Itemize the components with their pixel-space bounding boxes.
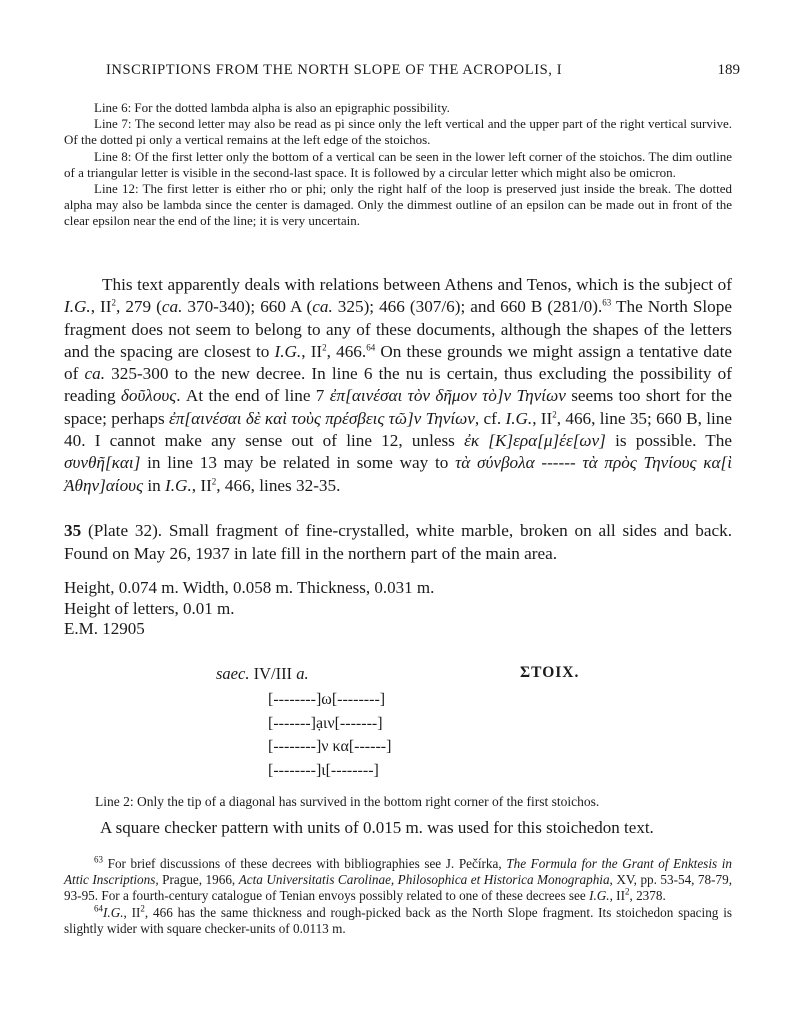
ref-ig: I.G. [103, 904, 124, 920]
commentary-paragraph [64, 274, 732, 497]
text-run: in [143, 475, 166, 495]
inscription-text [268, 688, 391, 782]
sup-2: 2 [211, 475, 217, 486]
text-run: For brief discussions of these decrees with bibliographies see J. Pečírka, [103, 856, 507, 871]
text-run: , II [123, 904, 141, 920]
greek-text: ἐπ[αινέσαι τὸν δῆμον τὸ]ν Τηνίων [329, 386, 566, 406]
letter-height: Height of letters, 0.01 m. [64, 598, 235, 618]
page-number: 189 [717, 62, 740, 78]
series-title: Acta Universitatis Carolinae, Philosophica et Historica Monographia, [238, 872, 613, 888]
note-line-6: Line 6: For the dotted lambda alpha is also an epigraphic possibility. [94, 100, 450, 115]
book-title: The Formula for the Grant of Enktesis in Attic Inscriptions, [64, 856, 732, 888]
text-run: This text apparently deals with relations between Athens and Tenos, which is the subject of [102, 275, 732, 294]
sup-2: 2 [624, 887, 630, 898]
footnote-63 [64, 856, 732, 905]
running-title: INSCRIPTIONS FROM THE NORTH SLOPE OF THE ACROPOLIS, I [106, 62, 563, 78]
text-run: XV, pp. 53-54, 78-79, 93-95. For a fourth-century catalogue of Tenian envoys possibly related to one of these decrees see [64, 872, 732, 904]
ref-ig: I.G. [505, 408, 533, 428]
inscription-line: [--------]ν κα[------] [268, 738, 392, 755]
text-run: 325); 466 (307/6); and 660 B (281/0). [332, 297, 603, 317]
text-run: , 466 has the same thickness and rough-picked back as the North Slope fragment. Its stoichedon spacing is slightly wider with square checker-units of 0.0113 m. [64, 904, 732, 936]
greek-text: ἐκ [Κ]ερα[μ]έε[ων] [464, 431, 606, 451]
text-run: 325-300 to the new decree. In line 6 the nu is certain, thus excluding the possibility of reading [64, 364, 732, 406]
text-run: , II [90, 297, 112, 317]
footnotes [64, 856, 732, 937]
stoich-label: ΣΤΟΙΧ. [520, 664, 580, 681]
entry-description [64, 520, 732, 565]
measurements [64, 578, 664, 640]
museum-number: E.M. 12905 [64, 619, 145, 638]
text-run: The North Slope fragment does not seem to belong to any of these documents, although the shapes of the letters and the spacing are closest to [64, 297, 732, 361]
footnote-number: 63 [94, 854, 103, 865]
text-run: , cf. [474, 408, 506, 428]
greek-text: τὰ σύνβολα ------ τὰ πρὸς Τηνίους κα[ὶ Ἀθην]αίους [64, 453, 732, 495]
text-run: . At the end of line 7 [176, 386, 330, 406]
commentary [64, 274, 732, 497]
text-run: , 466. [326, 341, 367, 361]
note-line-8: Line 8: Of the first letter only the bottom of a vertical can be seen in the lower left corner of the stoichos. The dim outline of a triangular letter is visible in the second-last space. It is followed by a circular letter which might also be omicron. [64, 148, 732, 180]
text-run: , 279 ( [116, 297, 162, 317]
date-label: saec. [216, 664, 250, 683]
footnote-ref-63[interactable]: 63 [602, 297, 612, 308]
text-run: , II [532, 408, 553, 428]
note-line-12: Line 12: The first letter is either rho or phi; only the right half of the loop is preserved just inside the break. The dotted alpha may also be lambda since the center is damaged. Only the dimmest outline of an epsilon can be made out in front of the clear epsilon near the end of the line; it is very uncertain. [64, 181, 732, 229]
inscription-line: [--------]ω[--------] [268, 691, 386, 708]
critical-notes [64, 100, 732, 230]
entry-text: (Plate 32). Small fragment of fine-crystalled, white marble, broken on all sides and back. Found on May 26, 1937 in late fill in the northern part of the main area. [64, 521, 732, 563]
circa: ca. [84, 364, 106, 384]
dimensions: Height, 0.074 m. Width, 0.058 m. Thickness, 0.031 m. [64, 578, 435, 597]
footnote-64 [64, 905, 732, 937]
ref-ig: I.G. [589, 888, 610, 904]
line-2-note: Line 2: Only the tip of a diagonal has survived in the bottom right corner of the first stoichos. [95, 794, 600, 809]
circa: ca. [312, 297, 333, 317]
greek-text: ἐπ[αινέσαι δὲ καὶ τοὺς πρέσβεις τῶ]ν Τηνίων [169, 408, 475, 428]
entry-number: 35 [64, 521, 82, 540]
text-run: , 466, line 35; 660 B, line 40. I cannot make any sense out of line 12, unless [64, 408, 733, 451]
text-run: Prague, 1966, [158, 872, 239, 888]
note-line-7: Line 7: The second letter may also be read as pi since only the left vertical and the upper part of the right vertical survive. Of the dotted pi only a vertical remains at the left edge of the stoichos. [64, 116, 732, 148]
inscription-line: [--------]ι[--------] [268, 761, 379, 779]
checker-note: A square checker pattern with units of 0.015 m. was used for this stoichedon text. [100, 818, 654, 837]
footnote-ref-64[interactable]: 64 [366, 342, 376, 353]
sup-2: 2 [140, 903, 145, 914]
sup-2: 2 [322, 342, 327, 353]
text-run: seems too short for the space; perhaps [64, 386, 733, 428]
inscription-date [216, 664, 309, 684]
text-run: 370-340); 660 A ( [182, 297, 313, 317]
ref-ig: I.G. [64, 297, 91, 317]
footnote-number: 64 [94, 903, 103, 914]
inscription-line: [-------]ạιν[-------] [268, 714, 383, 732]
text-run: , II [301, 341, 323, 361]
text-run: in line 13 may be related in some way to [140, 453, 456, 473]
circa: ca. [161, 297, 183, 317]
running-header [64, 62, 740, 84]
text-run: , II [609, 888, 625, 904]
sup-2: 2 [552, 409, 557, 420]
text-run: is possible. The [605, 431, 732, 451]
text-run: , II [191, 475, 212, 495]
greek-text: συνθῆ[και] [64, 453, 141, 473]
date-value: IV/III [253, 664, 293, 683]
date-suffix: a. [296, 664, 309, 683]
text-run: , 2378. [629, 888, 666, 904]
ref-ig: I.G. [274, 341, 302, 361]
sup-2: 2 [111, 297, 116, 308]
ref-ig: I.G. [165, 475, 192, 495]
text-run: On these grounds we might assign a tentative date of [64, 341, 733, 384]
text-run: , 466, lines 32-35. [216, 475, 341, 495]
greek-text: δοῦλους [120, 386, 177, 406]
catalogue-entry [64, 520, 732, 565]
